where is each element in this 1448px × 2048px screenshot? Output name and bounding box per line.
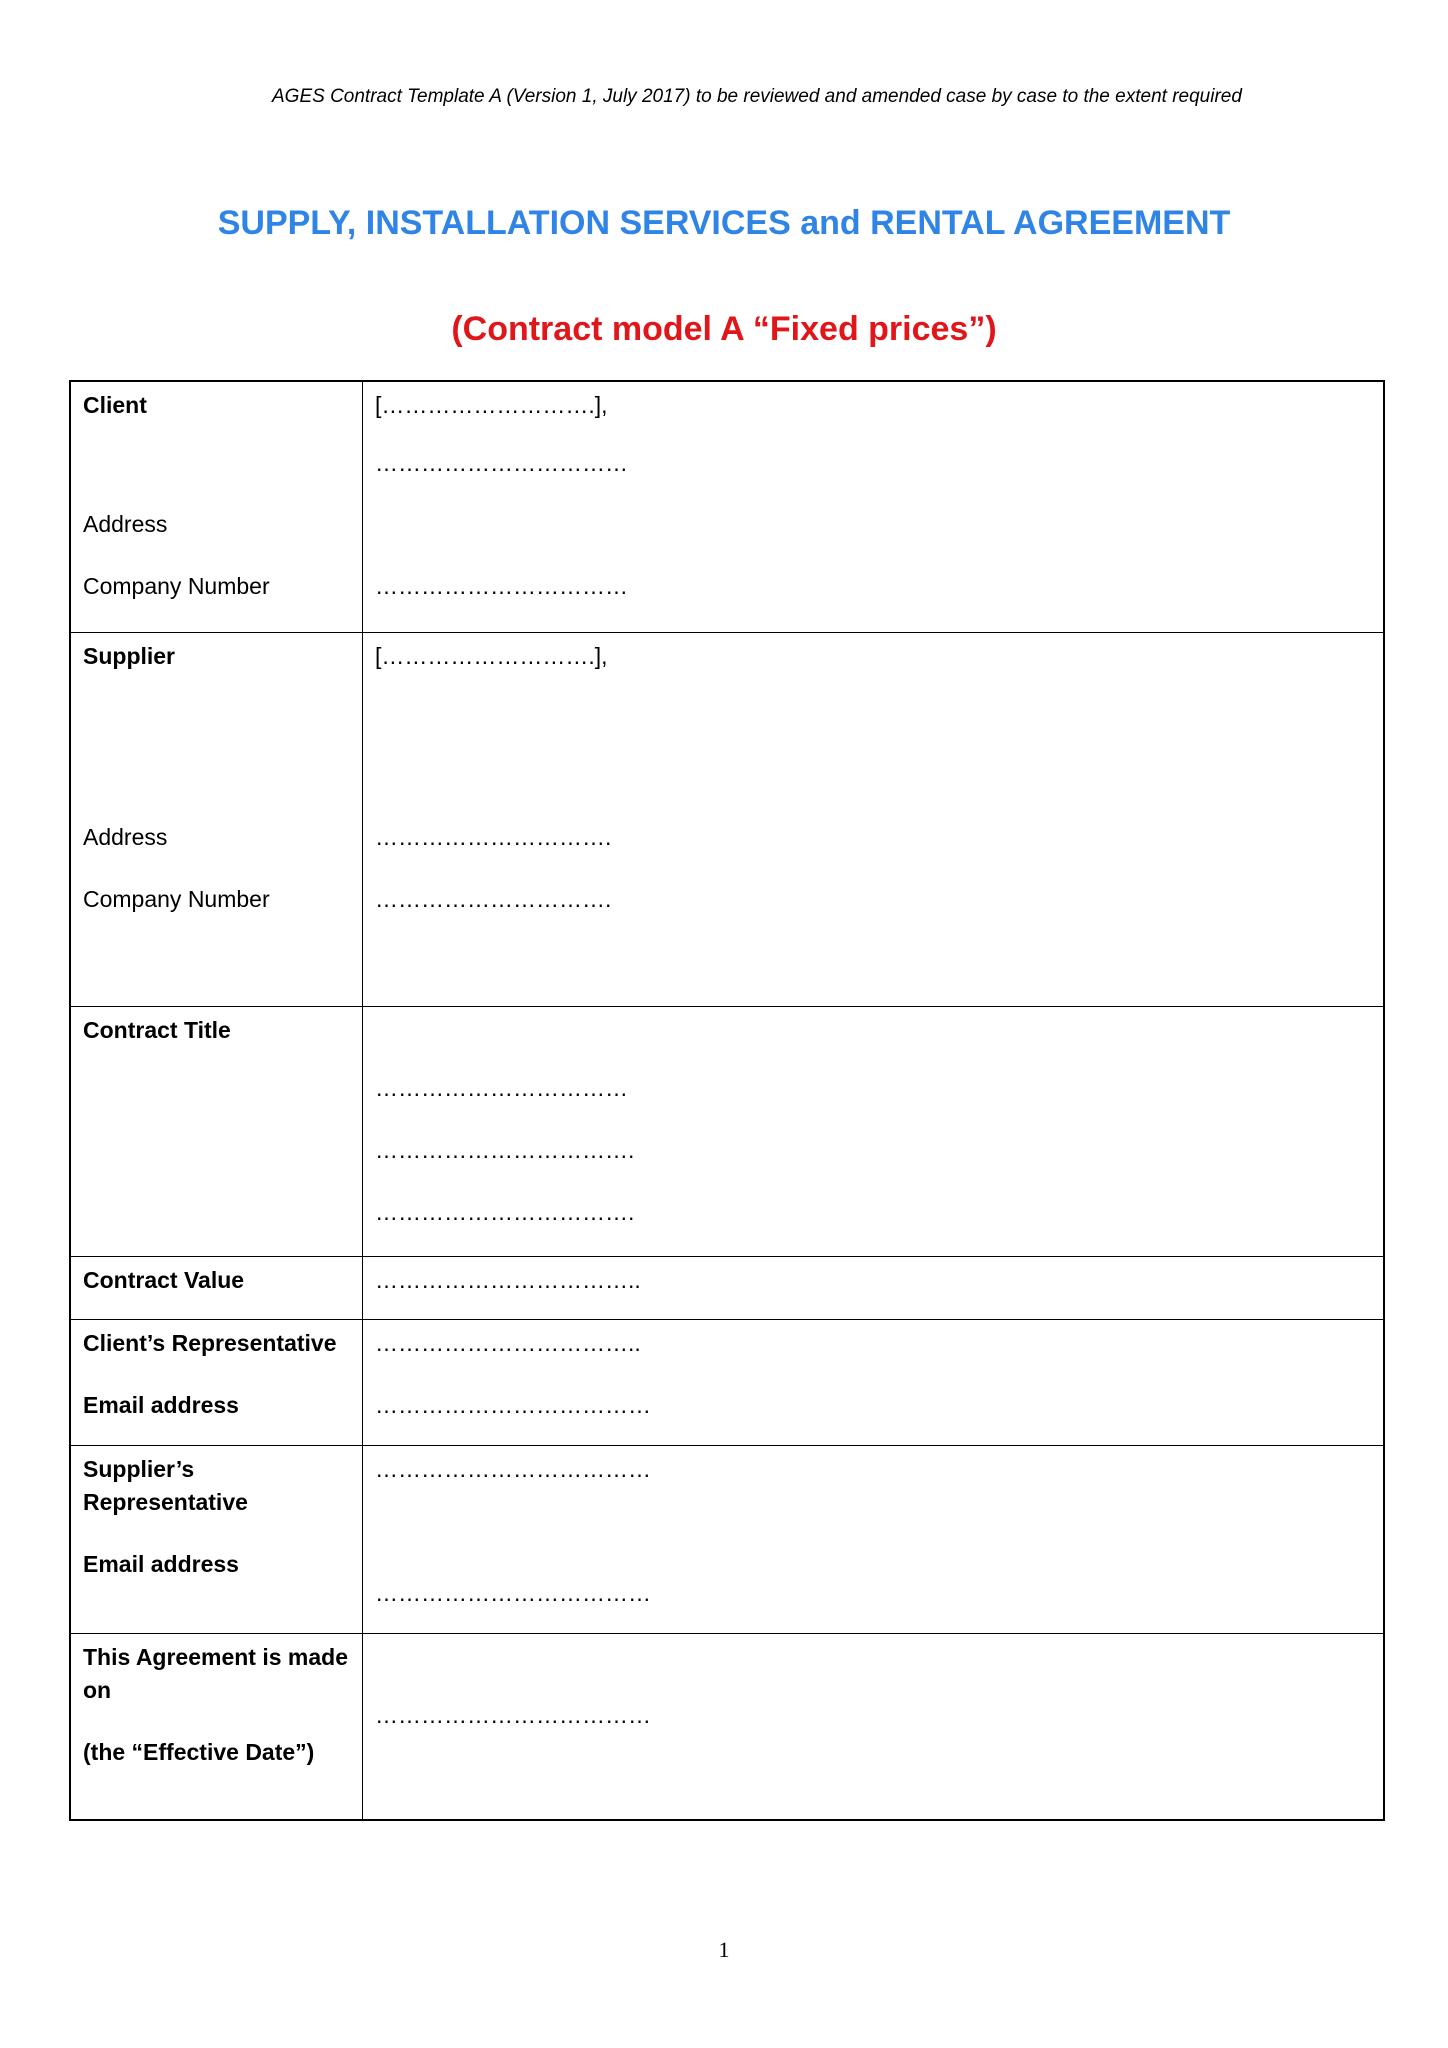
client-representative-value-cell [363,1320,1383,1445]
supplier-representative-label-2: Representative [83,1489,248,1515]
client-row [71,382,1383,632]
contract-value-row [71,1256,1383,1319]
contract-value-value-cell [363,1257,1383,1319]
contract-title-value-cell [363,1007,1383,1256]
supplier-address-field[interactable]: …………………………. [375,824,612,850]
contract-title-row [71,1006,1383,1256]
contract-value-label-cell [71,1257,363,1319]
client-company-number-field[interactable]: …………………………… [375,573,628,599]
contract-value-field[interactable]: …………………………….. [375,1267,641,1293]
client-label-cell [71,382,363,632]
header-note: AGES Contract Template A (Version 1, July 2017) to be reviewed and amended case by case to the extent required [272,86,1242,107]
supplier-row [71,632,1383,1006]
supplier-label: Supplier [83,643,176,669]
supplier-name-field[interactable]: [……………………….], [375,643,608,669]
client-label: Client [83,392,147,418]
client-representative-row [71,1319,1383,1445]
page-number: 1 [718,1937,730,1962]
supplier-address-label: Address [83,824,168,850]
contract-title-label: Contract Title [83,1017,231,1043]
contract-value-label: Contract Value [83,1267,245,1293]
contract-title-field-2[interactable]: ……………………………. [375,1137,635,1163]
supplier-email-label: Email address [83,1551,239,1577]
agreement-made-label-2: on [83,1677,112,1703]
agreement-made-label-1: This Agreement is made [83,1644,349,1670]
agreement-details-table [69,380,1385,1821]
supplier-company-number-label: Company Number [83,886,270,912]
client-value-cell [363,382,1383,632]
supplier-email-field[interactable]: ……………………………… [375,1580,651,1606]
client-address-label: Address [83,511,168,537]
client-representative-field[interactable]: …………………………….. [375,1330,641,1356]
supplier-label-cell [71,633,363,1006]
effective-date-field[interactable]: ……………………………… [375,1702,651,1728]
client-representative-label-cell [71,1320,363,1445]
effective-date-value-cell [363,1634,1383,1819]
document-subtitle: (Contract model A “Fixed prices”) [451,310,997,348]
supplier-representative-label-1: Supplier’s [83,1456,195,1482]
contract-title-field-3[interactable]: ……………………………. [375,1199,635,1225]
supplier-value-cell [363,633,1383,1006]
supplier-representative-value-cell [363,1446,1383,1633]
supplier-representative-row [71,1445,1383,1633]
client-representative-label: Client’s Representative [83,1330,337,1356]
effective-date-row [71,1633,1383,1819]
document-title: SUPPLY, INSTALLATION SERVICES and RENTAL AGREEMENT [217,204,1231,242]
supplier-representative-field[interactable]: ……………………………… [375,1456,651,1482]
client-email-label: Email address [83,1392,239,1418]
supplier-representative-label-cell [71,1446,363,1633]
client-address-field[interactable]: …………………………… [375,450,628,476]
client-company-number-label: Company Number [83,573,270,599]
client-email-field[interactable]: ……………………………… [375,1392,651,1418]
client-name-field[interactable]: [……………………….], [375,392,608,418]
contract-title-label-cell [71,1007,363,1256]
contract-title-field-1[interactable]: …………………………… [375,1075,628,1101]
effective-date-label: (the “Effective Date”) [83,1739,315,1765]
effective-date-label-cell [71,1634,363,1819]
supplier-company-number-field[interactable]: …………………………. [375,886,612,912]
